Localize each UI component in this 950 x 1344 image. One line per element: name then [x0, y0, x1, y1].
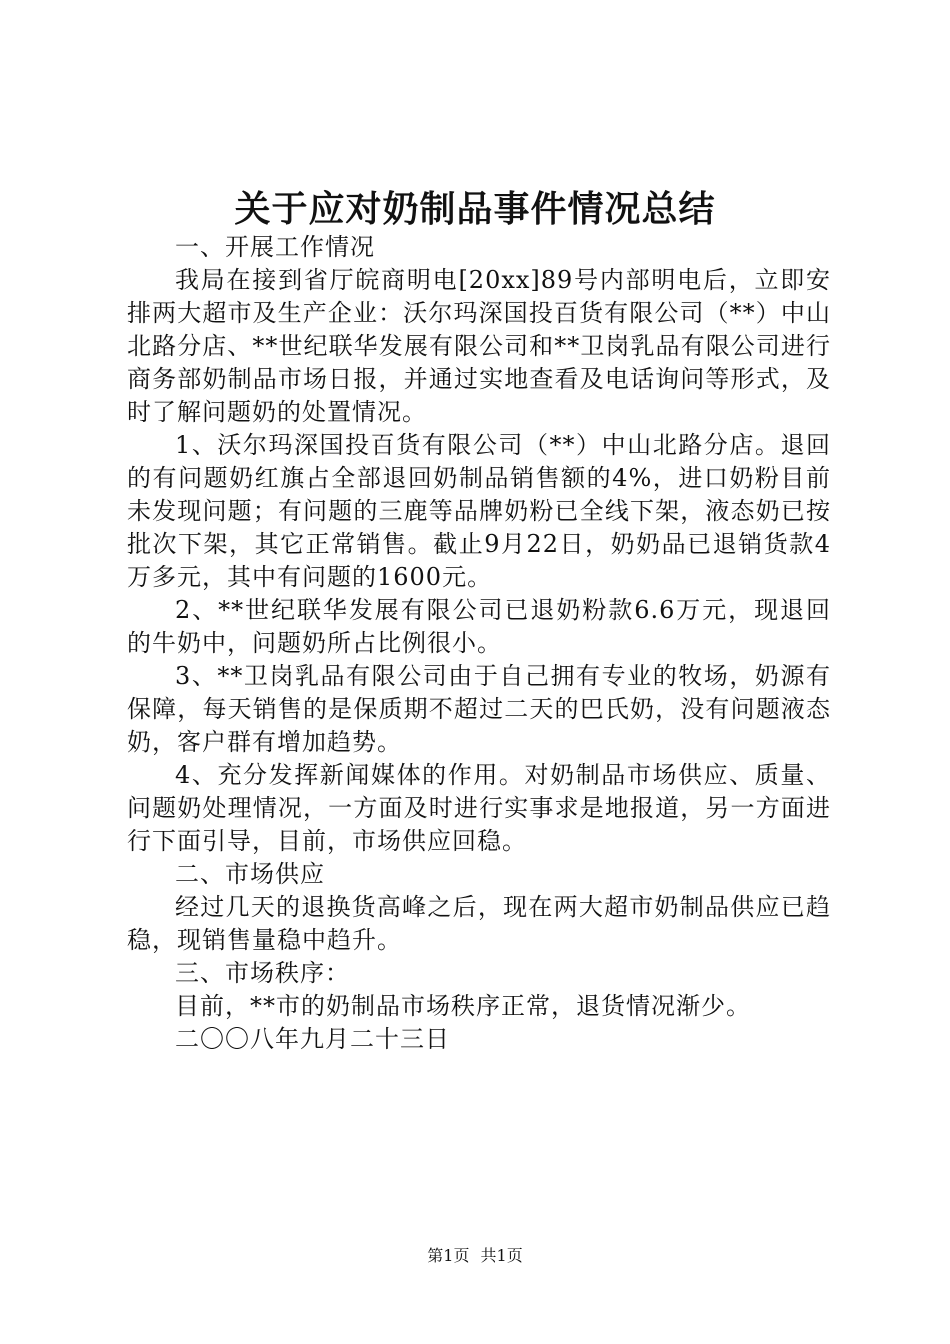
- paragraph-order: 目前，**市的奶制品市场秩序正常，退货情况渐少。: [175, 992, 751, 1020]
- section-heading-supply: 二、市场供应: [175, 860, 325, 888]
- page-total: 共1页: [480, 1246, 523, 1265]
- paragraph-item-1: 1、沃尔玛深国投百货有限公司（**）中山北路分店。退回的有问题奶红旗占全部退回奶制品销售额的4%，进口奶粉目前未发现问题；有问题的三鹿等品牌奶粉已全线下架，液态奶已按批次下架，其它正常销售。截止9月22日，奶奶品已退销货款4万多元，其中有问题的1600元。: [127, 431, 831, 591]
- section-heading-work: 一、开展工作情况: [175, 233, 375, 261]
- paragraph-item-3: 3、**卫岗乳品有限公司由于自己拥有专业的牧场，奶源有保障，每天销售的是保质期不超过二天的巴氏奶，没有问题液态奶，客户群有增加趋势。: [127, 662, 831, 756]
- paragraph-item-4: 4、充分发挥新闻媒体的作用。对奶制品市场供应、质量、问题奶处理情况，一方面及时进行实事求是地报道，另一方面进行下面引导，目前，市场供应回稳。: [127, 761, 831, 855]
- document-date: 二〇〇八年九月二十三日: [175, 1025, 450, 1053]
- document-title: 关于应对奶制品事件情况总结: [234, 188, 716, 230]
- paragraph-supply: 经过几天的退换货高峰之后，现在两大超市奶制品供应已趋稳，现销售量稳中趋升。: [127, 893, 831, 954]
- paragraph-intro: 我局在接到省厅皖商明电[20xx]89号内部明电后，立即安排两大超市及生产企业：沃尔玛深国投百货有限公司（**）中山北路分店、**世纪联华发展有限公司和**卫岗乳品有限公司进行商务部奶制品市场日报，并通过实地查看及电话询问等形式，及时了解问题奶的处置情况。: [127, 266, 831, 426]
- page-footer: [0, 1244, 950, 1268]
- page-number: 第1页: [427, 1246, 470, 1265]
- document-body: [127, 231, 831, 1056]
- paragraph-item-2: 2、**世纪联华发展有限公司已退奶粉款6.6万元，现退回的牛奶中，问题奶所占比例很小。: [127, 596, 831, 657]
- section-heading-order: 三、市场秩序：: [175, 959, 350, 987]
